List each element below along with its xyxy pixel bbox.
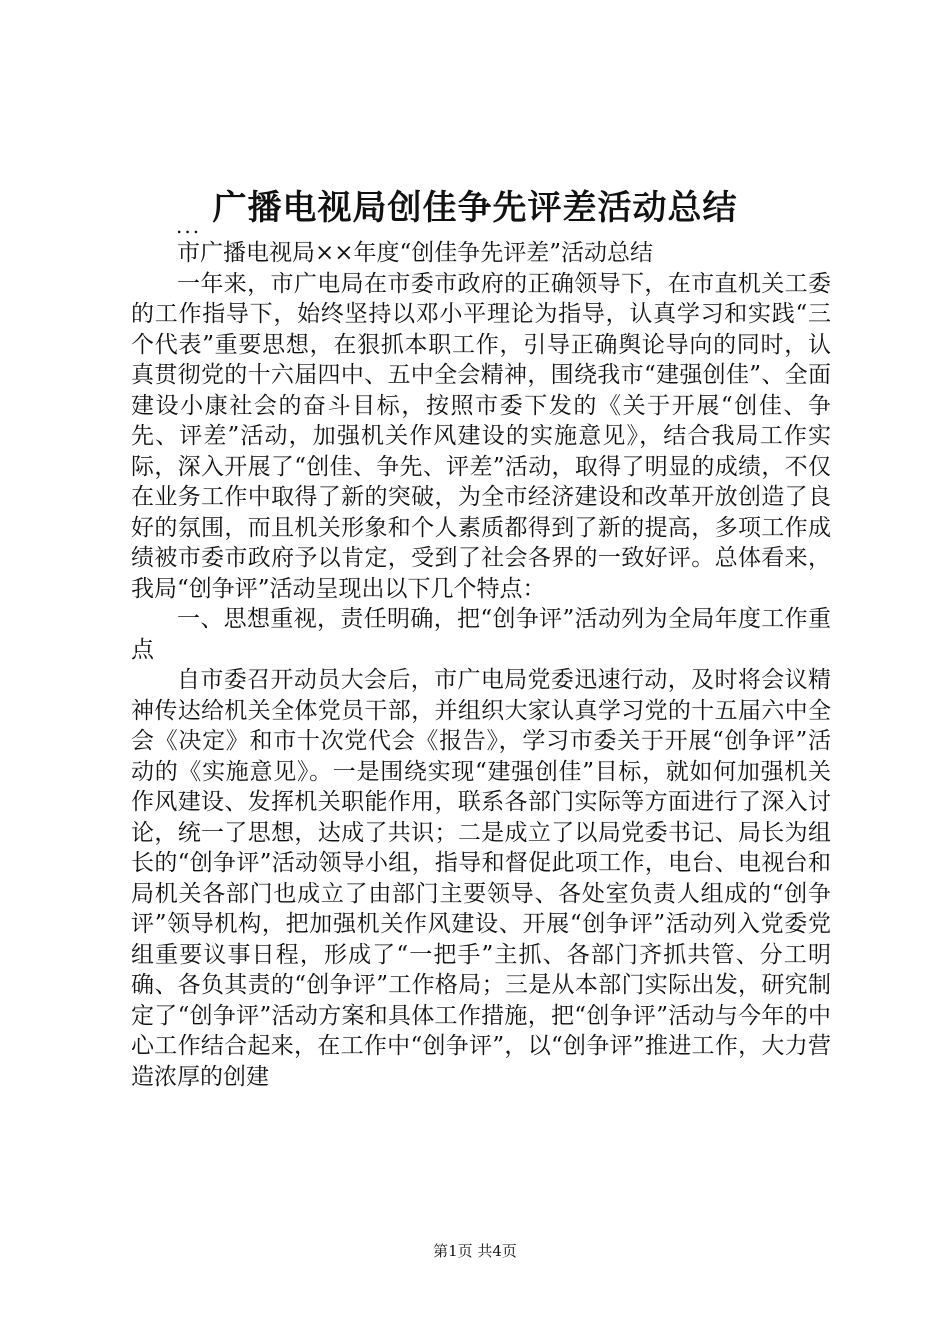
page-footer: 第1页 共4页 <box>433 1242 517 1260</box>
subtitle-paragraph: 市广播电视局××年度“创佳争先评差”活动总结 <box>177 240 654 266</box>
section-body-paragraph: 自市委召开动员大会后，市广电局党委迅速行动，及时将会议精神传达给机关全体党员干部，并组织大家认真学习党的十五届六中全会《决定》和市十次党代会《报告》，学习市委关于开展“创争评”活动的《实施意见》。一是围绕实现“建强创佳”目标，就如何加强机关作风建设、发挥机关职能作用，联系各部门实际等方面进行了深入讨论，统一了思想，达成了共识；二是成立了以局党委书记、局长为组长的“创争评”活动领导小组，指导和督促此项工作，电台、电视台和局机关各部门也成立了由部门主要领导、各处室负责人组成的“创争评”领导机构，把加强机关作风建设、开展“创争评”活动列入党委党组重要议事日程，形成了“一把手”主抓、各部门齐抓共管、分工明确、各负其责的“创争评”工作格局；三是从本部门实际出发，研究制定了“创争评”活动方案和具体工作措施，把“创争评”活动与今年的中心工作结合起来，在工作中“创争评”，以“创争评”推进工作，大力营造浓厚的创建 <box>131 667 831 1090</box>
section-heading-paragraph: 一、思想重视，责任明确，把“创争评”活动列为全局年度工作重点 <box>131 606 831 663</box>
intro-paragraph: 一年来，市广电局在市委市政府的正确领导下，在市直机关工委的工作指导下，始终坚持以邓小平理论为指导，认真学习和实践“三个代表”重要思想，在狠抓本职工作，引导正确舆论导向的同时，认真贯彻党的十六届四中、五中全会精神，围绕我市“建强创佳”、全面建设小康社会的奋斗目标，按照市委下发的《关于开展“创佳、争先、评差”活动，加强机关作风建设的实施意见》，结合我局工作实际，深入开展了“创佳、争先、评差”活动，取得了明显的成绩，不仅在业务工作中取得了新的突破，为全市经济建设和改革开放创造了良好的氛围，而且机关形象和个人素质都得到了新的提高，多项工作成绩被市委市政府予以肯定，受到了社会各界的一致好评。总体看来，我局“创争评”活动呈现出以下几个特点： <box>131 270 831 602</box>
document-title: 广播电视局创佳争先评差活动总结 <box>212 188 738 228</box>
document-body <box>131 238 831 1092</box>
ellipsis-mark: ... <box>176 214 202 238</box>
